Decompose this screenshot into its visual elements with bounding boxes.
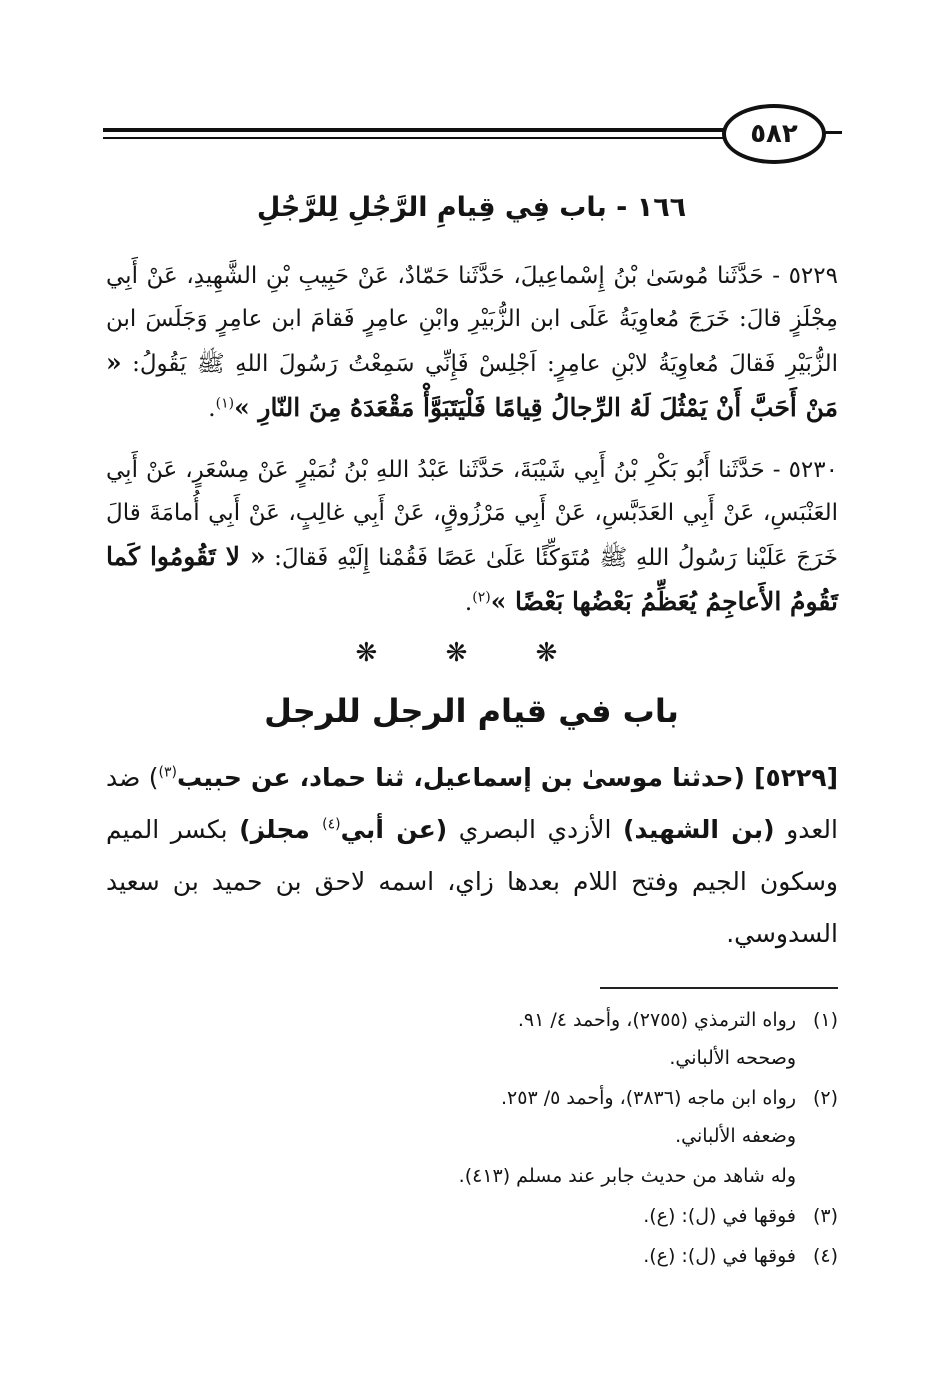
header-rule-thin [103,137,731,139]
footnote-text: فوقها في (ل): (ع). [643,1205,796,1227]
hadith-number: ٥٢٢٩ [788,263,838,289]
commentary-bold-text: (بن الشهيد) [623,815,775,844]
footnote-text: رواه ابن ماجه (٣٨٣٦)، وأحمد ٥/ ٢٥٣. [501,1087,796,1109]
footnote-1 [218,1002,838,1038]
footnote-ref[interactable]: (٢) [472,589,491,606]
chapter-title: ١٦٦ - باب فِي قِيامِ الرَّجُلِ لِلرَّجُلِ [256,192,687,223]
header-rule-thick [103,128,731,132]
hadith-number: ٥٢٣٠ [788,457,838,483]
footnote-ref[interactable]: (٣) [158,764,177,781]
hadith-quote: « لا تَقُومُوا كَما تَقُومُ الأَعاجِمُ يُعَظِّمُ بَعْضُها بَعْضًا » [106,542,838,616]
hadith-5230 [106,449,838,625]
footnote-2-line-3: وله شاهد من حديث جابر عند مسلم (٤١٣). [458,1165,796,1187]
hadith-quote: « مَنْ أَحَبَّ أَنْ يَمْثُلَ لَهُ الرِّجالُ قِيامًا فَلْيَتَبَوَّأْ مَقْعَدَهُ مِنَ النّارِ » [106,348,838,422]
commentary-paragraph [106,752,838,960]
footnote-1-line-2: وصححه الألباني. [669,1047,796,1069]
footnote-2-line-2: وضعفه الألباني. [675,1125,796,1147]
footnote-2 [218,1080,838,1116]
commentary-text: الأزدي البصري [447,815,624,844]
hadith-5229 [106,255,838,431]
footnote-number: (١) [812,1009,838,1031]
page-number: ٥٨٢ [722,104,826,164]
footnote-text: فوقها في (ل): (ع). [643,1245,796,1267]
commentary-text: ) ضد العدو [106,763,838,844]
footnote-ref[interactable]: (١) [215,395,235,412]
commentary-bold-text: (حدثنا موسىٰ بن إسماعيل، ثنا حماد، عن حبيب [176,763,755,792]
footnote-ref[interactable]: (٤) [322,816,341,833]
commentary-number: [٥٢٢٩] [754,763,838,792]
footnote-number: (٣) [812,1205,838,1227]
commentary-text: بكسر الميم وسكون الجيم وفتح اللام بعدها زاي، اسمه لاحق بن حميد بن سعيد السدوسي. [106,815,838,948]
hadith-text: - حَدَّثَنا أَبُو بَكْرِ بْنُ أَبِي شَيْبَةَ، حَدَّثَنا عَبْدُ اللهِ بْنُ نُمَيْرٍ عَنْ مِسْعَرٍ، عَنْ أَبِي العَنْبَسِ، عَنْ أَبِي العَدَبَّسِ، عَنْ أَبِي مَرْزُوقٍ، عَنْ أَبِي غالِبٍ، عَنْ أَبِي أُمامَةَ قالَ خَرَجَ عَلَيْنا رَسُولُ اللهِ ﷺ مُتَوَكِّئًا عَلَىٰ عَصًا فَقُمْنا إِلَيْهِ فَقالَ: [106,457,838,571]
footnote-number: (٢) [812,1087,838,1109]
section-separator: ❋ ❋ ❋ [355,638,588,668]
footnote-number: (٤) [812,1245,838,1267]
footnote-divider [600,987,838,989]
footnote-4 [218,1238,838,1274]
hadith-end: . [464,590,473,616]
commentary-title: باب في قيام الرجل للرجل [264,692,679,730]
commentary-bold-text: (عن أبي [340,815,448,844]
footnote-text: رواه الترمذي (٢٧٥٥)، وأحمد ٤/ ٩١. [517,1009,796,1031]
hadith-end: . [208,396,216,422]
hadith-text: - حَدَّثَنا مُوسَىٰ بْنُ إِسْماعِيلَ، حَدَّثَنا حَمّادٌ، عَنْ حَبِيبِ بْنِ الشَّهِيدِ، عَنْ أَبِي مِجْلَزٍ قالَ: خَرَجَ مُعاوِيَةُ عَلَى ابن الزُّبَيْرِ وابْنِ عامِرٍ فَقامَ ابن عامِرٍ وَجَلَسَ ابن الزُّبَيْرِ فَقالَ مُعاوِيَةُ لابْنِ عامِرٍ: اَجْلِسْ فَإِنِّي سَمِعْتُ رَسُولَ اللهِ ﷺ يَقُولُ: [106,263,838,377]
footnote-3 [218,1198,838,1234]
commentary-bold-text: مجلز) [239,815,323,844]
